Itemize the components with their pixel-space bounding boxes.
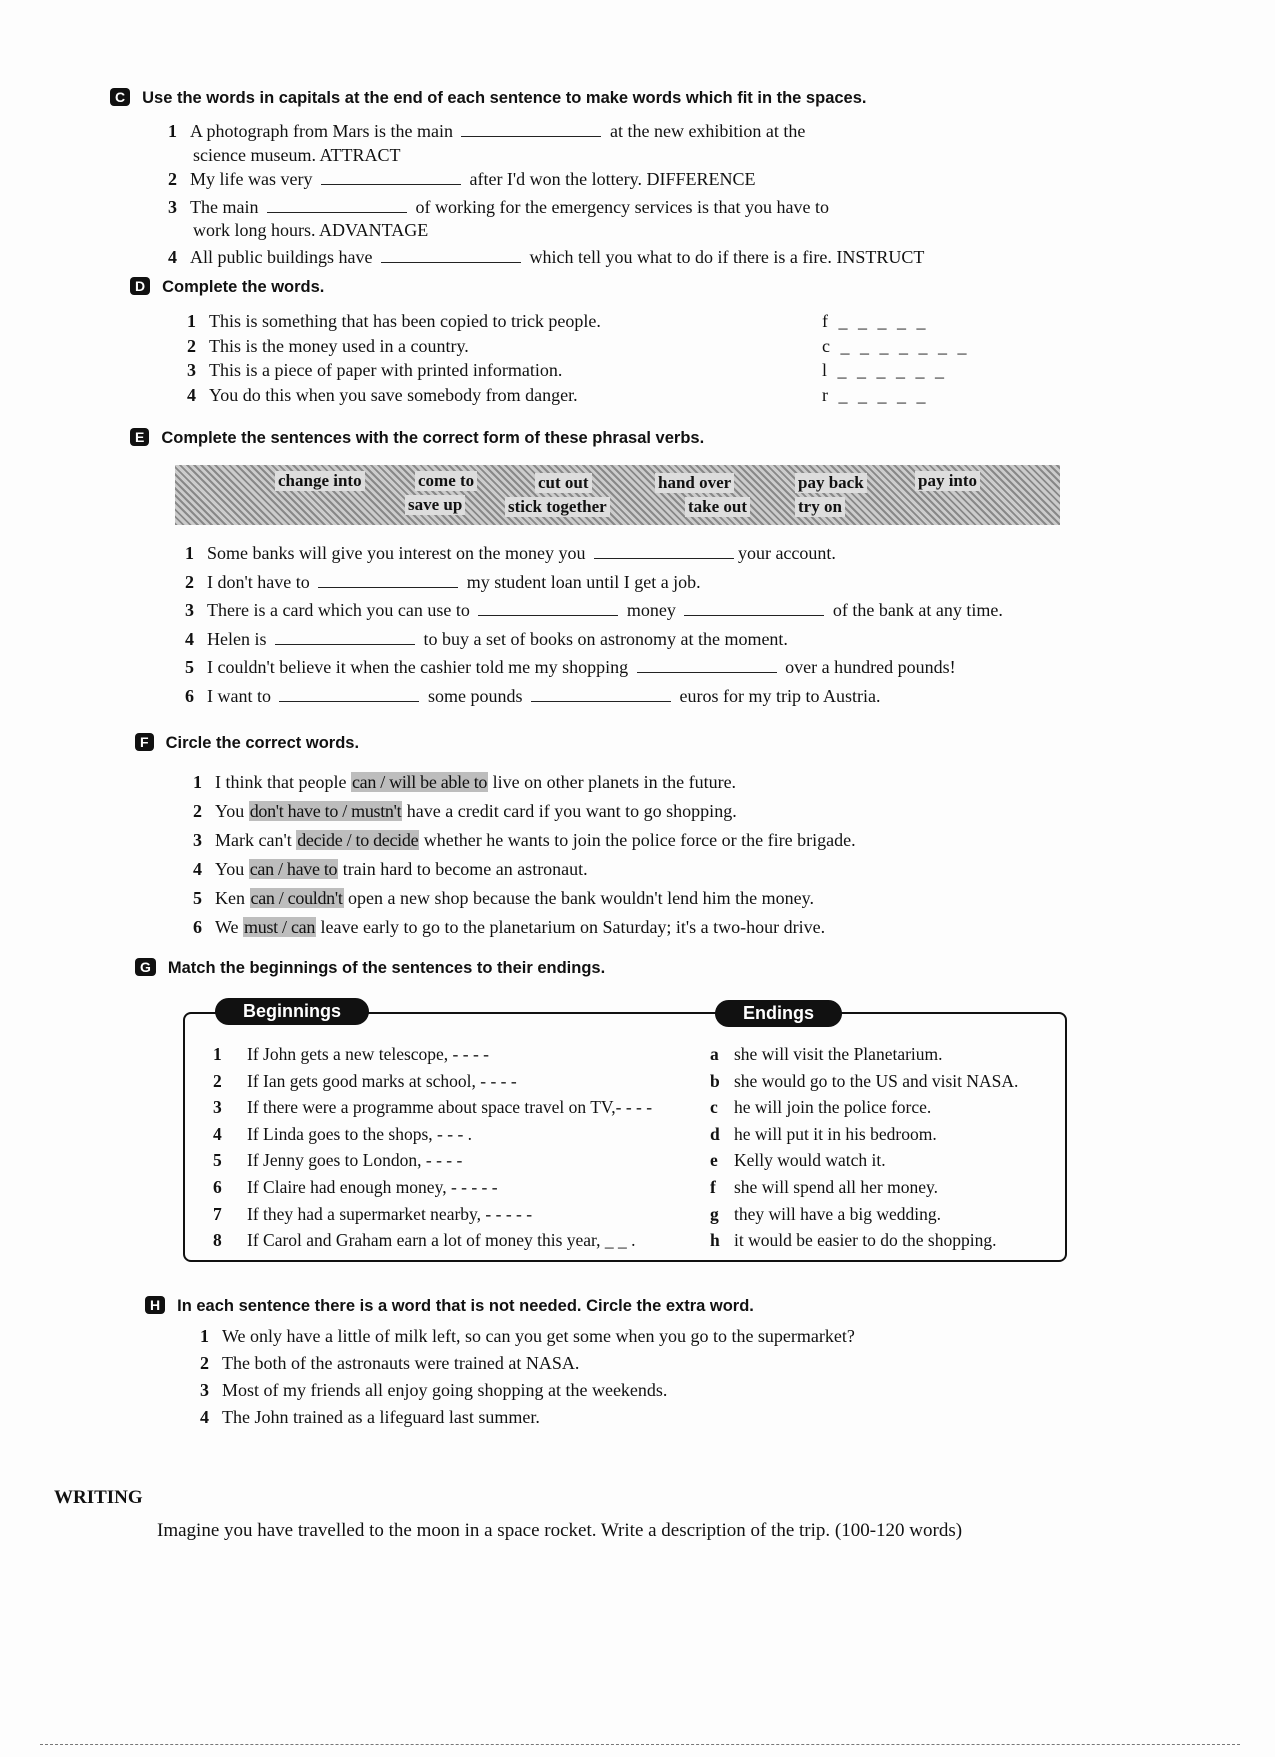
answer-blank[interactable]: [478, 601, 618, 616]
item-text: whether he wants to join the police force or the fire brigade.: [419, 830, 856, 850]
heading-text: Use the words in capitals at the end of each sentence to make words which fit in the spaces.: [142, 89, 867, 107]
item-text: I think that people: [215, 772, 351, 792]
item-number: 7: [213, 1203, 222, 1224]
ending-text: he will put it in his bedroom.: [734, 1123, 937, 1144]
item-number: 4: [200, 1407, 209, 1427]
phrasal-verb: save up: [405, 495, 465, 515]
section-badge: D: [130, 277, 150, 295]
item-number: 6: [193, 917, 202, 937]
section-d-heading: [130, 277, 324, 297]
item-text: have a credit card if you want to go shopping.: [402, 801, 737, 821]
item-text: train hard to become an astronaut.: [338, 859, 588, 879]
item-text: This is a piece of paper with printed information.: [209, 360, 563, 380]
item-number: 4: [213, 1123, 222, 1144]
f-item: [193, 888, 814, 909]
item-number: 5: [185, 657, 194, 677]
item-number: 1: [213, 1044, 222, 1064]
ending-row: [710, 1177, 938, 1198]
beginning-row: [213, 1204, 532, 1225]
phrasal-verb: take out: [685, 497, 750, 517]
beginning-row: [213, 1124, 472, 1145]
section-badge: F: [135, 733, 154, 751]
phrasal-verb: pay into: [915, 471, 980, 491]
item-text: Mark can't: [215, 830, 297, 850]
section-badge: C: [110, 88, 130, 106]
answer-letters[interactable]: f _ _ _ _ _: [822, 311, 929, 331]
item-number: 6: [213, 1177, 222, 1197]
item-text: The John trained as a lifeguard last summer.: [222, 1407, 540, 1427]
item-number: 4: [187, 385, 196, 405]
section-h-heading: [145, 1296, 754, 1316]
item-text: of the bank at any time.: [828, 600, 1003, 620]
beginning-text: If Jenny goes to London, - - - -: [247, 1150, 463, 1171]
item-letter: c: [710, 1097, 718, 1118]
item-number: 6: [185, 685, 194, 706]
item-continuation: science museum. ATTRACT: [193, 145, 401, 165]
item-text: euros for my trip to Austria.: [674, 685, 881, 706]
ending-text: Kelly would watch it.: [734, 1150, 886, 1171]
item-text: to buy a set of books on astronomy at the moment.: [418, 628, 788, 649]
item-text: open a new shop because the bank wouldn't lend him the money.: [343, 888, 814, 908]
f-item: [193, 801, 737, 822]
d-item: [187, 385, 578, 406]
bottom-rule: [40, 1744, 1240, 1745]
f-item: [193, 772, 736, 793]
section-badge: G: [135, 958, 156, 976]
beginnings-label: Beginnings: [215, 998, 369, 1025]
item-text: There is a card which you can use to: [207, 600, 475, 620]
h-item: [200, 1326, 855, 1347]
f-item: [193, 917, 825, 938]
answer-blank[interactable]: [275, 630, 415, 645]
ending-text: she would go to the US and visit NASA.: [734, 1070, 1019, 1091]
item-number: 2: [200, 1353, 209, 1373]
item-text: The both of the astronauts were trained at NASA.: [222, 1353, 580, 1373]
ending-text: he will join the police force.: [734, 1097, 932, 1118]
ending-text: it would be easier to do the shopping.: [734, 1230, 997, 1251]
answer-blank[interactable]: [461, 122, 601, 137]
c-item: [168, 169, 756, 190]
item-number: 2: [193, 801, 202, 821]
item-number: 5: [213, 1150, 222, 1171]
writing-title: WRITING: [54, 1487, 143, 1508]
item-text: This is the money used in a country.: [209, 336, 469, 356]
item-letter: h: [710, 1230, 720, 1251]
answer-letters[interactable]: l _ _ _ _ _ _: [822, 360, 948, 380]
d-item: [187, 336, 469, 357]
item-text: I couldn't believe it when the cashier told me my shopping: [207, 657, 633, 677]
item-number: 1: [185, 543, 194, 563]
section-badge: H: [145, 1296, 165, 1314]
h-item: [200, 1380, 667, 1401]
phrasal-verb: hand over: [655, 473, 734, 493]
ending-text: they will have a big wedding.: [734, 1203, 942, 1224]
c-item: [168, 247, 924, 268]
item-text: Some banks will give you interest on the money you: [207, 543, 590, 563]
item-text: A photograph from Mars is the main: [190, 121, 458, 141]
answer-blank[interactable]: [594, 544, 734, 559]
item-number: 4: [168, 247, 177, 267]
section-g-heading: [135, 958, 605, 978]
e-item: [185, 600, 1003, 621]
item-number: 3: [193, 830, 202, 850]
item-text: We only have a little of milk left, so can you get some when you go to the supermarket?: [222, 1326, 855, 1346]
item-number: 2: [187, 336, 196, 356]
answer-letters[interactable]: r _ _ _ _ _: [822, 385, 929, 405]
matching-box: [183, 1001, 1067, 1262]
beginning-row: [213, 1097, 652, 1118]
answer-blank[interactable]: [267, 198, 407, 213]
phrasal-verbs-box: [175, 465, 1060, 525]
item-text: money: [622, 600, 681, 620]
h-item: [200, 1353, 579, 1374]
item-text: leave early to go to the planetarium on Saturday; it's a two-hour drive.: [316, 917, 826, 937]
d-item: [187, 360, 562, 381]
item-text: after I'd won the lottery. DIFFERENCE: [464, 169, 756, 189]
ending-row: [710, 1044, 943, 1065]
item-text: at the new exhibition at the: [605, 121, 806, 141]
item-number: 1: [187, 311, 196, 331]
answer-blank[interactable]: [321, 170, 461, 185]
heading-text: Match the beginnings of the sentences to their endings.: [167, 959, 606, 977]
item-number: 3: [187, 360, 196, 380]
item-text: We: [215, 917, 244, 937]
section-badge: E: [130, 428, 149, 446]
c-item: [168, 197, 829, 218]
f-item: [193, 859, 588, 880]
item-number: 2: [185, 571, 194, 592]
item-text: over a hundred pounds!: [780, 657, 956, 677]
beginning-text: If there were a programme about space travel on TV,- - - -: [247, 1097, 653, 1118]
item-letter: f: [710, 1177, 716, 1197]
beginning-row: [213, 1071, 517, 1092]
heading-text: In each sentence there is a word that is not needed. Circle the extra word.: [177, 1297, 754, 1315]
item-text: of working for the emergency services is that you have to: [410, 197, 830, 217]
word-choice[interactable]: can / will be able to: [351, 772, 488, 792]
item-text: my student loan until I get a job.: [462, 571, 701, 592]
item-text: Ken: [215, 888, 250, 908]
answer-blank[interactable]: [531, 687, 671, 702]
ending-text: she will spend all her money.: [734, 1177, 938, 1197]
item-number: 1: [168, 121, 177, 141]
phrasal-verb: come to: [415, 471, 477, 491]
section-e-heading: [130, 428, 704, 448]
heading-text: Complete the sentences with the correct form of these phrasal verbs.: [161, 429, 705, 447]
item-number: 3: [213, 1097, 222, 1118]
item-number: 4: [185, 628, 194, 649]
item-letter: a: [710, 1044, 719, 1064]
item-number: 1: [200, 1326, 209, 1346]
h-item: [200, 1407, 540, 1428]
item-text: My life was very: [190, 169, 317, 189]
answer-blank[interactable]: [637, 658, 777, 673]
section-c-heading: [110, 88, 866, 108]
ending-row: [710, 1150, 886, 1171]
ending-text: she will visit the Planetarium.: [734, 1044, 943, 1064]
phrasal-verb: pay back: [795, 473, 867, 493]
e-item: [185, 686, 880, 707]
item-number: 4: [193, 859, 202, 879]
item-text: I don't have to: [207, 571, 315, 592]
word-choice[interactable]: don't have to / mustn't: [249, 801, 402, 821]
section-f-heading: [135, 733, 359, 753]
endings-label: Endings: [715, 1000, 842, 1027]
beginning-row: [213, 1044, 489, 1065]
writing-prompt: Imagine you have travelled to the moon in a space rocket. Write a description of the trip. (100-120 words): [157, 1520, 963, 1541]
beginning-row: [213, 1177, 498, 1198]
beginning-text: If Carol and Graham earn a lot of money this year, _ _ .: [247, 1230, 636, 1251]
answer-blank[interactable]: [279, 687, 419, 702]
item-text: live on other planets in the future.: [488, 772, 737, 792]
beginning-text: If Claire had enough money, - - - - -: [247, 1177, 498, 1197]
e-item: [185, 543, 836, 564]
beginning-text: If Ian gets good marks at school, - - - -: [247, 1070, 517, 1091]
f-item: [193, 830, 856, 851]
item-number: 2: [168, 169, 177, 189]
e-item: [185, 657, 956, 678]
item-text: Helen is: [207, 628, 271, 649]
ending-row: [710, 1204, 941, 1225]
word-choice[interactable]: can / have to: [249, 859, 338, 879]
item-text: You do this when you save somebody from danger.: [209, 385, 578, 405]
beginning-row: [213, 1230, 636, 1251]
heading-text: Circle the correct words.: [165, 734, 360, 752]
answer-blank[interactable]: [684, 601, 824, 616]
item-number: 2: [213, 1070, 222, 1091]
answer-letters[interactable]: c _ _ _ _ _ _ _: [822, 336, 970, 356]
item-letter: g: [710, 1203, 719, 1224]
item-number: 3: [168, 197, 177, 217]
ending-row: [710, 1230, 996, 1251]
beginning-text: If they had a supermarket nearby, - - - - -: [247, 1203, 533, 1224]
e-item: [185, 629, 788, 650]
word-choice[interactable]: can / couldn't: [250, 888, 343, 908]
c-item: [168, 121, 805, 142]
phrasal-verb: stick together: [505, 497, 610, 517]
beginning-row: [213, 1150, 462, 1171]
phrasal-verb: try on: [795, 497, 845, 517]
item-text: Most of my friends all enjoy going shopping at the weekends.: [222, 1380, 668, 1400]
item-number: 1: [193, 772, 202, 792]
item-number: 8: [213, 1230, 222, 1251]
heading-text: Complete the words.: [162, 278, 325, 296]
item-text: some pounds: [423, 685, 527, 706]
item-letter: d: [710, 1123, 720, 1144]
phrasal-verb: cut out: [535, 473, 592, 493]
ending-row: [710, 1097, 931, 1118]
e-item: [185, 572, 701, 593]
item-number: 3: [200, 1380, 209, 1400]
item-text: which tell you what to do if there is a fire. INSTRUCT: [524, 247, 925, 267]
item-text: your account.: [737, 543, 836, 563]
item-text: I want to: [207, 685, 276, 706]
beginning-text: If Linda goes to the shops, - - - .: [247, 1123, 473, 1144]
item-number: 3: [185, 600, 194, 620]
ending-row: [710, 1124, 937, 1145]
item-number: 5: [193, 888, 202, 908]
item-continuation: work long hours. ADVANTAGE: [193, 220, 429, 240]
beginning-text: If John gets a new telescope, - - - -: [247, 1044, 489, 1064]
item-text: You: [215, 801, 249, 821]
word-choice[interactable]: must / can: [244, 917, 316, 937]
answer-blank[interactable]: [318, 573, 458, 588]
item-letter: b: [710, 1070, 720, 1091]
word-choice[interactable]: decide / to decide: [297, 830, 419, 850]
ending-row: [710, 1071, 1018, 1092]
d-item: [187, 311, 601, 332]
item-text: All public buildings have: [190, 247, 377, 267]
answer-blank[interactable]: [381, 248, 521, 263]
phrasal-verb: change into: [275, 471, 365, 491]
item-letter: e: [710, 1150, 718, 1171]
item-text: This is something that has been copied to trick people.: [209, 311, 601, 331]
item-text: You: [215, 859, 249, 879]
item-text: The main: [190, 197, 263, 217]
